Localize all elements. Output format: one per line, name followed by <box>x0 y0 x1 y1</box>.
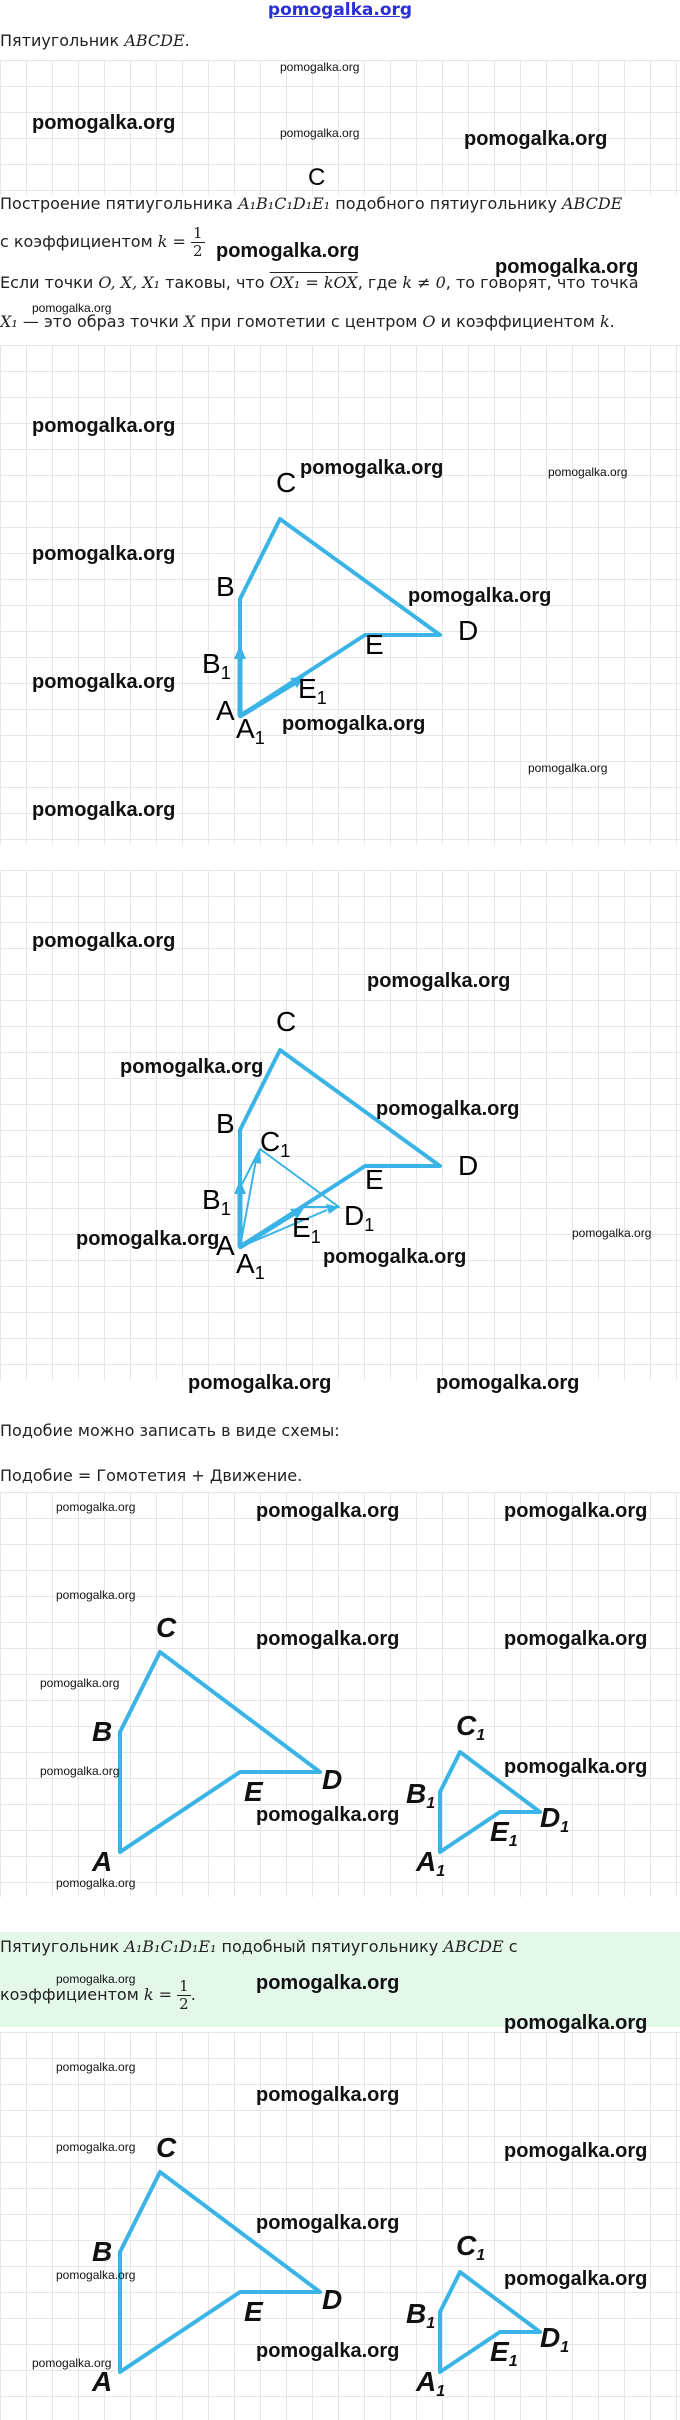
watermark: pomogalka.org <box>32 2356 112 2370</box>
watermark: pomogalka.org <box>32 543 176 565</box>
watermark: pomogalka.org <box>504 1628 648 1650</box>
watermark: pomogalka.org <box>56 1972 136 1986</box>
vertex-e1-label: $E_1$ <box>490 2336 518 2370</box>
watermark: pomogalka.org <box>256 1972 400 1994</box>
vertex-b1-label: $B_1$ <box>202 648 231 683</box>
vertex-b-label: B <box>216 1108 235 1139</box>
watermark: pomogalka.org <box>32 671 176 693</box>
watermark: pomogalka.org <box>56 1500 136 1514</box>
vertex-e1-label: $E_1$ <box>490 1816 518 1850</box>
watermark: pomogalka.org <box>408 585 552 607</box>
watermark: pomogalka.org <box>32 930 176 952</box>
vertex-a1-label: $A_1$ <box>416 1846 446 1880</box>
watermark: pomogalka.org <box>32 799 176 821</box>
watermark: pomogalka.org <box>464 128 608 150</box>
conclusion-line-1: Пятиугольник A₁B₁C₁D₁E₁ подобный пятиугольнику ABCDE с <box>0 1937 518 1956</box>
vertex-d1-label: $D_1$ <box>540 2322 570 2356</box>
watermark: pomogalka.org <box>572 1226 652 1240</box>
arrow-head-icon <box>234 1180 246 1194</box>
vertex-c1-label: $C_1$ <box>260 1126 291 1161</box>
vertex-b1-label: $B_1$ <box>406 2298 436 2332</box>
watermark: pomogalka.org <box>56 2060 136 2074</box>
intro-text: Пятиугольник ABCDE. <box>0 31 190 50</box>
vector-ae1 <box>240 682 296 716</box>
watermark: pomogalka.org <box>367 970 511 992</box>
figure-4-shapes <box>0 1492 680 1897</box>
watermark: pomogalka.org <box>528 761 608 775</box>
watermark: pomogalka.org <box>76 1228 220 1250</box>
vertex-a1-label: $A_1$ <box>236 713 265 748</box>
vertex-c1-label: $C_1$ <box>456 1710 486 1744</box>
scheme-text: Подобие можно записать в виде схемы: <box>0 1421 340 1440</box>
vertex-c1-label: $C_1$ <box>456 2230 486 2264</box>
watermark: pomogalka.org <box>256 2084 400 2106</box>
watermark: pomogalka.org <box>56 2140 136 2154</box>
watermark: pomogalka.org <box>504 2140 648 2162</box>
watermark: pomogalka.org <box>300 457 444 479</box>
fraction-one-half: $\frac{1}{2}$ <box>193 224 203 260</box>
vertex-d1-label: $D_1$ <box>344 1200 375 1235</box>
vertex-b-label: B <box>92 1716 113 1747</box>
watermark: pomogalka.org <box>40 1764 120 1778</box>
vertex-e-label: E <box>244 1776 263 1807</box>
watermark: pomogalka.org <box>256 2340 400 2362</box>
watermark: pomogalka.org <box>256 2212 400 2234</box>
vertex-d-label: D <box>322 2284 343 2315</box>
arrow-head-icon <box>234 645 246 659</box>
vertex-a-label: A <box>216 695 235 726</box>
watermark: pomogalka.org <box>32 112 176 134</box>
vertex-a-label: A <box>92 1846 113 1877</box>
watermark: pomogalka.org <box>32 301 112 315</box>
scheme-formula: Подобие = Гомотетия + Движение. <box>0 1466 303 1485</box>
figure-4 <box>0 1492 680 1897</box>
watermark: pomogalka.org <box>120 1056 264 1078</box>
vertex-c-label: C <box>308 164 326 191</box>
watermark: pomogalka.org <box>495 256 639 278</box>
figure-1-grid <box>0 60 680 195</box>
figure-3 <box>0 870 680 1394</box>
figure-2 <box>0 345 680 845</box>
watermark: pomogalka.org <box>504 1500 648 1522</box>
vertex-e-label: E <box>244 2296 263 2327</box>
vertex-c-label: C <box>156 2132 177 2163</box>
watermark: pomogalka.org <box>32 415 176 437</box>
vertex-b1-label: $B_1$ <box>202 1184 231 1219</box>
construction-line-1: Построение пятиугольника A₁B₁C₁D₁E₁ подобного пятиугольнику ABCDE <box>0 194 623 213</box>
vertex-a1-label: $A_1$ <box>236 1248 265 1283</box>
construction-line-2: с коэффициентом k = $\frac{1}{2}$ <box>0 224 203 260</box>
homothety-line-1: Если точки O, X, X₁ таковы, что OX₁ = kOX, где k ≠ 0, то говорят, что точка <box>0 273 639 292</box>
watermark: pomogalka.org <box>256 1500 400 1522</box>
watermark: pomogalka.org <box>436 1372 580 1394</box>
watermark: pomogalka.org <box>504 2268 648 2290</box>
watermark: pomogalka.org <box>256 1628 400 1650</box>
watermark: pomogalka.org <box>323 1246 467 1268</box>
vertex-a-label: A <box>216 1230 235 1261</box>
fraction-one-half: $\frac{1}{2}$ <box>179 1977 189 2013</box>
vertex-b-label: B <box>92 2236 113 2267</box>
vertex-b1-label: $B_1$ <box>406 1778 436 1812</box>
site-link[interactable]: pomogalka.org <box>267 0 413 20</box>
homothety-line-2: X₁ — это образ точки X при гомотетии с центром O и коэффициентом k. <box>0 312 615 331</box>
watermark: pomogalka.org <box>280 60 360 74</box>
vertex-c-label: C <box>276 467 297 498</box>
vertex-c-label: C <box>276 1006 297 1037</box>
watermark: pomogalka.org <box>504 2012 648 2034</box>
vertex-d-label: D <box>458 615 479 646</box>
vertex-c-label: C <box>156 1612 177 1643</box>
watermark: pomogalka.org <box>56 1876 136 1890</box>
watermark: pomogalka.org <box>188 1372 332 1394</box>
conclusion-line-2: коэффициентом k = $\frac{1}{2}$ . <box>0 1977 196 2013</box>
watermark: pomogalka.org <box>504 1756 648 1778</box>
watermark: pomogalka.org <box>280 126 360 140</box>
vertex-e1-label: $E_1$ <box>292 1212 321 1247</box>
watermark: pomogalka.org <box>548 465 628 479</box>
watermark: pomogalka.org <box>376 1098 520 1120</box>
vector-ae1 <box>240 1212 296 1247</box>
pentagon-abcde <box>240 519 440 716</box>
intro-math: ABCDE <box>124 31 185 50</box>
watermark: pomogalka.org <box>282 713 426 735</box>
vertex-e1-label: $E_1$ <box>298 673 327 708</box>
vertex-d1-label: $D_1$ <box>540 1802 570 1836</box>
vertex-b-label: B <box>216 571 235 602</box>
vertex-e-label: E <box>365 1164 384 1195</box>
vertex-a-label: A <box>92 2366 113 2397</box>
vertex-a1-label: $A_1$ <box>416 2366 446 2400</box>
vertex-d-label: D <box>458 1150 479 1181</box>
vertex-e-label: E <box>365 629 384 660</box>
vertex-d-label: D <box>322 1764 343 1795</box>
watermark: pomogalka.org <box>40 1676 120 1690</box>
watermark: pomogalka.org <box>56 1588 136 1602</box>
watermark: pomogalka.org <box>256 1804 400 1826</box>
watermark: pomogalka.org <box>56 2268 136 2282</box>
watermark: pomogalka.org <box>216 240 360 262</box>
